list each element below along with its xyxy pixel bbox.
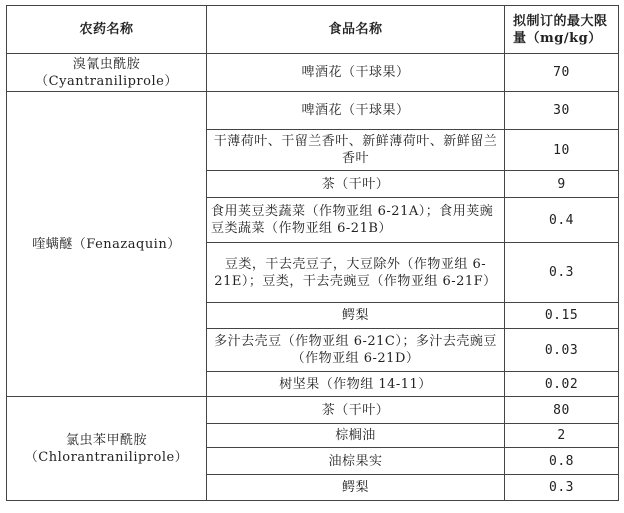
food-cell: 啤酒花（干球果）	[207, 92, 505, 130]
pesticide-name-en: （Cyantraniliprole）	[35, 73, 178, 89]
food-cell: 茶（干叶）	[207, 397, 505, 424]
header-food-name: 食品名称	[207, 6, 505, 54]
food-cell: 茶（干叶）	[207, 171, 505, 198]
limit-cell: 0.4	[505, 198, 619, 243]
header-max-limit: 拟制订的最大限量（mg/kg）	[505, 6, 619, 54]
header-pesticide-name: 农药名称	[7, 6, 207, 54]
pesticide-name: 喹螨醚（Fenazaquin）	[32, 236, 181, 252]
food-cell: 豆类，干去壳豆子，大豆除外（作物亚组 6-21E）；豆类，干去壳豌豆（作物亚组 6-21F）	[207, 243, 505, 303]
limit-cell: 80	[505, 397, 619, 424]
limit-cell: 0.8	[505, 448, 619, 475]
food-cell: 干薄荷叶、干留兰香叶、新鲜薄荷叶、新鲜留兰香叶	[207, 130, 505, 171]
food-cell: 多汁去壳豆（作物亚组 6-21C）；多汁去壳豌豆（作物亚组 6-21D）	[207, 329, 505, 372]
food-cell: 树坚果（作物组 14-11）	[207, 372, 505, 397]
food-cell: 鳄梨	[207, 475, 505, 501]
limit-cell: 0.3	[505, 243, 619, 303]
limit-cell: 10	[505, 130, 619, 171]
food-cell: 棕榈油	[207, 424, 505, 448]
limit-cell: 2	[505, 424, 619, 448]
pesticide-name-cn: 溴氰虫酰胺	[72, 56, 141, 72]
limit-cell: 9	[505, 171, 619, 198]
limit-cell: 30	[505, 92, 619, 130]
pesticide-name-en: （Chlorantraniliprole）	[24, 449, 189, 465]
pesticide-limit-table	[6, 5, 619, 501]
food-cell: 鳄梨	[207, 303, 505, 329]
pesticide-cyantraniliprole	[7, 54, 207, 92]
food-cell: 啤酒花（干球果）	[207, 54, 505, 92]
pesticide-fenazaquin	[7, 92, 207, 397]
pesticide-chlorantraniliprole	[7, 397, 207, 501]
limit-cell: 0.15	[505, 303, 619, 329]
limit-cell: 70	[505, 54, 619, 92]
food-cell: 食用荚豆类蔬菜（作物亚组 6-21A）；食用荚豌豆类蔬菜（作物亚组 6-21B）	[207, 198, 505, 243]
food-cell: 油棕果实	[207, 448, 505, 475]
pesticide-name-cn: 氯虫苯甲酰胺	[65, 432, 147, 448]
limit-cell: 0.3	[505, 475, 619, 501]
limit-cell: 0.03	[505, 329, 619, 372]
limit-cell: 0.02	[505, 372, 619, 397]
